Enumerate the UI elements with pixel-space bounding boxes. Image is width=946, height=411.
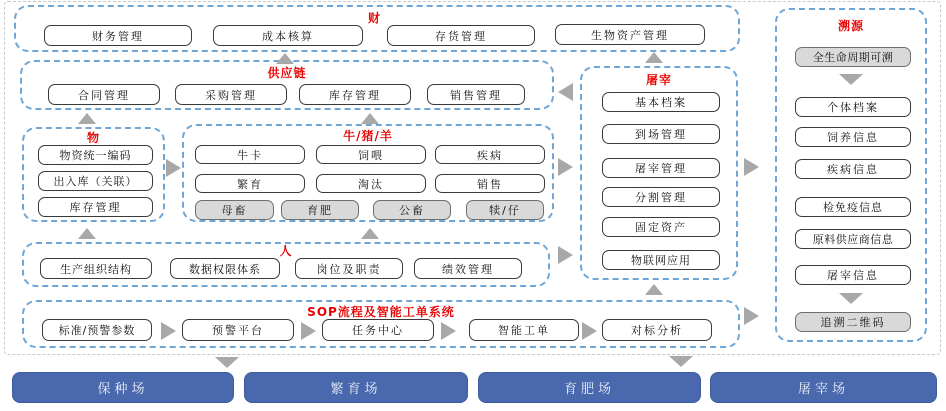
materials-module-box: 物资统一编码: [38, 145, 153, 165]
up-arrow-icon: [361, 113, 379, 124]
livestock-module-box: 牛卡: [195, 145, 305, 164]
slaughter-module-box: 基本档案: [602, 92, 720, 112]
people-module-box: 生产组织结构: [40, 258, 152, 279]
slaughter-module-box: 物联网应用: [602, 250, 720, 270]
materials-section: [22, 127, 165, 222]
sop-module-box: 任务中心: [322, 319, 434, 341]
trace-section-title: 溯源: [837, 19, 864, 33]
finance-module-box: 成本核算: [213, 25, 363, 46]
materials-module-box: 出入库（关联）: [38, 171, 153, 191]
sop-module-box: 对标分析: [602, 319, 712, 341]
supply-chain-module-box: 销售管理: [427, 84, 525, 105]
right-arrow-icon: [558, 158, 573, 176]
supply-chain-section: [20, 60, 554, 110]
people-module-box: 岗位及职责: [295, 258, 403, 279]
supply-chain-module-box: 库存管理: [299, 84, 411, 105]
trace-module-box: 个体档案: [795, 97, 911, 117]
finance-section: [14, 5, 740, 52]
livestock-module-box: 销售: [435, 174, 545, 193]
slaughter-section-title: 屠宰: [645, 73, 672, 87]
finance-section-title: 财: [368, 11, 382, 25]
livestock-category-box: 犊/仔: [466, 200, 544, 220]
trace-section: [775, 8, 927, 342]
livestock-module-box: 淘汰: [316, 174, 426, 193]
down-arrow-icon: [839, 293, 863, 304]
slaughter-module-box: 屠宰管理: [602, 158, 720, 178]
right-arrow-icon: [441, 322, 456, 340]
trace-module-box: 屠宰信息: [795, 265, 911, 285]
right-arrow-icon: [582, 322, 597, 340]
livestock-section-title: 牛/猪/羊: [343, 129, 393, 143]
livestock-category-box: 育肥: [281, 200, 359, 220]
trace-lifecycle-box: 全生命周期可溯: [795, 47, 911, 67]
trace-qrcode-box: 追溯二维码: [795, 312, 911, 332]
sop-section: [22, 300, 740, 348]
slaughter-module-box: 固定资产: [602, 217, 720, 237]
sop-module-box: 智能工单: [469, 319, 579, 341]
supply-chain-section-title: 供应链: [267, 66, 307, 80]
farm-bar-fattening: 育肥场: [478, 372, 701, 403]
livestock-category-box: 公畜: [373, 200, 451, 220]
right-arrow-icon: [161, 322, 176, 340]
people-module-box: 绩效管理: [414, 258, 522, 279]
down-arrow-icon: [669, 356, 693, 367]
up-arrow-icon: [276, 53, 294, 64]
people-section-title: 人: [279, 244, 293, 258]
materials-module-box: 库存管理: [38, 197, 153, 217]
slaughter-module-box: 分割管理: [602, 187, 720, 207]
down-arrow-icon: [839, 74, 863, 85]
up-arrow-icon: [645, 284, 663, 295]
right-arrow-icon: [744, 158, 759, 176]
finance-module-box: 财务管理: [44, 25, 192, 46]
right-arrow-icon: [166, 159, 181, 177]
right-arrow-icon: [744, 307, 759, 325]
up-arrow-icon: [78, 228, 96, 239]
up-arrow-icon: [645, 52, 663, 63]
left-arrow-icon: [558, 83, 573, 101]
people-module-box: 数据权限体系: [170, 258, 280, 279]
trace-module-box: 检免疫信息: [795, 197, 911, 217]
slaughter-section: [580, 66, 738, 280]
right-arrow-icon: [301, 322, 316, 340]
slaughter-module-box: 到场管理: [602, 124, 720, 144]
farm-bar-reproduction: 繁育场: [244, 372, 468, 403]
right-arrow-icon: [558, 246, 573, 264]
up-arrow-icon: [78, 113, 96, 124]
supply-chain-module-box: 合同管理: [48, 84, 160, 105]
farm-bar-slaughter: 屠宰场: [710, 372, 937, 403]
trace-module-box: 疾病信息: [795, 159, 911, 179]
livestock-module-box: 繁育: [195, 174, 305, 193]
trace-module-box: 饲养信息: [795, 127, 911, 147]
livestock-section: [182, 124, 554, 222]
down-arrow-icon: [215, 357, 239, 368]
trace-module-box: 原料供应商信息: [795, 229, 911, 249]
livestock-module-box: 饲喂: [316, 145, 426, 164]
finance-module-box: 生物资产管理: [555, 24, 705, 45]
supply-chain-module-box: 采购管理: [175, 84, 287, 105]
finance-module-box: 存货管理: [387, 25, 535, 46]
materials-section-title: 物: [86, 131, 100, 145]
sop-section-title: SOP流程及智能工单系统: [307, 305, 455, 319]
people-section: [22, 242, 550, 287]
farm-bar-breeding-stock: 保种场: [12, 372, 234, 403]
sop-module-box: 预警平台: [182, 319, 294, 341]
sop-module-box: 标准/预警参数: [42, 319, 152, 341]
livestock-category-box: 母畜: [195, 200, 274, 220]
livestock-module-box: 疾病: [435, 145, 545, 164]
up-arrow-icon: [361, 228, 379, 239]
